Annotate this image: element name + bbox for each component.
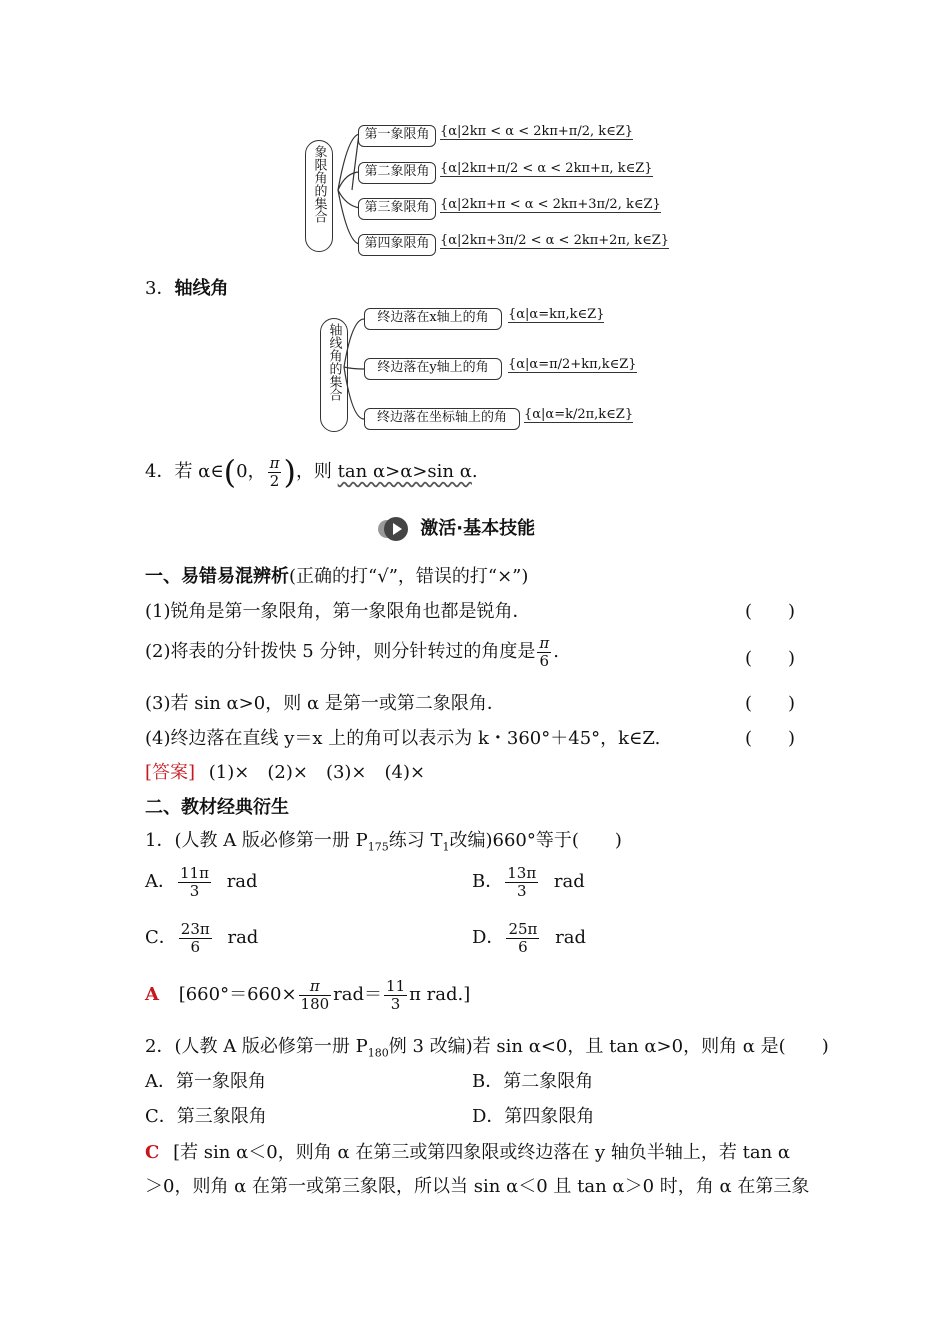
quadrant-item-1 bbox=[358, 125, 436, 147]
quadrant-item-1-label: 第一象限角 bbox=[364, 127, 430, 142]
section-3-number: 3． bbox=[145, 278, 175, 299]
q1-option-a-num: 11π bbox=[180, 863, 209, 882]
quadrant-item-3-label: 第三象限角 bbox=[364, 200, 430, 215]
item-4-post: ，则 bbox=[295, 461, 338, 482]
q1-option-c[interactable] bbox=[145, 918, 258, 958]
quadrant-item-4-set: {α|2kπ+3π/2 < α < 2kπ+2π, k∈Z} bbox=[440, 233, 670, 248]
q1-option-a[interactable] bbox=[145, 862, 258, 902]
section-3-heading bbox=[145, 274, 228, 300]
q1-option-a-letter: A． bbox=[145, 871, 176, 892]
quadrant-item-2 bbox=[358, 162, 436, 184]
q1-option-c-letter: C． bbox=[145, 927, 177, 948]
item-4-inequality: tan α>α>sin α bbox=[337, 461, 472, 482]
section-banner bbox=[384, 514, 535, 541]
q1-option-b-num: 13π bbox=[507, 863, 537, 882]
question-1-2-answer-blank[interactable]: ( ) bbox=[745, 648, 796, 669]
question-1-2-frac-num: π bbox=[539, 633, 550, 652]
q1-solution-c: π rad.] bbox=[409, 984, 471, 1005]
q2-solution-line-1 bbox=[145, 1138, 790, 1164]
quadrant-item-4-label: 第四象限角 bbox=[364, 236, 430, 251]
part-1-heading bbox=[145, 562, 528, 588]
item-4-frac-num: π bbox=[269, 453, 280, 472]
quadrant-item-3-set: {α|2kπ+π < α < 2kπ+3π/2, k∈Z} bbox=[440, 197, 661, 212]
question-1-2-frac-den: 6 bbox=[539, 651, 550, 670]
q1-option-b-den: 3 bbox=[516, 881, 527, 900]
item-4-interval-left: 0， bbox=[236, 461, 266, 482]
item-4-frac-den: 2 bbox=[269, 471, 280, 490]
q2-option-c[interactable]: C．第三象限角 bbox=[145, 1106, 267, 1127]
part-1-answer bbox=[145, 758, 425, 784]
item-4-number: 4． bbox=[145, 461, 175, 482]
q1-option-a-den: 3 bbox=[189, 881, 200, 900]
quadrant-item-2-set: {α|2kπ+π/2 < α < 2kπ+π, k∈Z} bbox=[440, 161, 653, 176]
question-2-2-stem bbox=[145, 1032, 829, 1060]
quadrant-item-3 bbox=[358, 198, 436, 220]
q1-option-c-num: 23π bbox=[180, 919, 210, 938]
q1-sub-2: 1 bbox=[442, 840, 450, 854]
q1-option-c-den: 6 bbox=[190, 937, 201, 956]
part-2-heading bbox=[145, 793, 289, 819]
question-1-1-answer-blank[interactable]: ( ) bbox=[745, 601, 796, 622]
question-1-4 bbox=[145, 724, 660, 750]
q1-solution-frac-1 bbox=[299, 978, 332, 1013]
q1-option-b-letter: B． bbox=[472, 871, 504, 892]
item-4-pre: 若 α∈ bbox=[174, 461, 224, 482]
q1-option-c-fraction bbox=[179, 921, 212, 956]
q1-option-c-unit: rad bbox=[227, 927, 259, 948]
axis-item-3-set: {α|α=k/2π,k∈Z} bbox=[524, 407, 634, 422]
q1-option-a-fraction bbox=[178, 865, 211, 900]
q2-option-b[interactable]: B．第二象限角 bbox=[472, 1071, 594, 1092]
q2-option-a[interactable]: A．第一象限角 bbox=[145, 1071, 266, 1092]
axis-root-box bbox=[320, 318, 348, 432]
q1-option-d[interactable] bbox=[472, 918, 586, 958]
part-1-title: 一、易错易混辨析 bbox=[145, 566, 289, 587]
question-1-1-text: (1)锐角是第一象限角，第一象限角也都是锐角． bbox=[145, 601, 531, 622]
q2-solution-line-1-text: [若 sin α＜0，则角 α 在第三或第四象限或终边落在 y 轴负半轴上，若 tan α bbox=[173, 1142, 791, 1163]
q1-solution-a: [660°＝660× bbox=[178, 984, 297, 1005]
q1-option-d-unit: rad bbox=[555, 927, 586, 948]
question-1-4-text: (4)终边落在直线 y＝x 上的角可以表示为 k・360°＋45°，k∈Z. bbox=[145, 728, 661, 749]
q1-sol-f2-num: 11 bbox=[386, 976, 406, 995]
axis-root-label: 轴线角的集合 bbox=[326, 323, 342, 401]
axis-item-2-label: 终边落在y轴上的角 bbox=[377, 360, 489, 375]
question-1-1 bbox=[145, 597, 531, 623]
quadrant-item-4 bbox=[358, 234, 436, 256]
answer-text: (1)× (2)× (3)× (4)× bbox=[208, 762, 426, 783]
question-1-2-text: (2)将表的分针拨快 5 分钟，则分针转过的角度是 bbox=[145, 641, 536, 662]
q1-sub-1: 175 bbox=[367, 840, 389, 854]
q2-option-d[interactable]: D．第四象限角 bbox=[472, 1106, 595, 1127]
q1-stem-a: 1．(人教 A 版必修第一册 P bbox=[145, 830, 368, 851]
banner-title: 激活·基本技能 bbox=[420, 518, 536, 539]
section-3-title: 轴线角 bbox=[174, 278, 229, 299]
axis-item-1 bbox=[364, 308, 502, 330]
axis-item-1-label: 终边落在x轴上的角 bbox=[377, 310, 489, 325]
question-1-3 bbox=[145, 689, 505, 715]
quadrant-item-1-set: {α|2kπ < α < 2kπ+π/2, k∈Z} bbox=[440, 124, 634, 139]
question-1-2 bbox=[145, 632, 559, 672]
answer-tag: [答案] bbox=[145, 762, 196, 783]
axis-item-2-set: {α|α=π/2+kπ,k∈Z} bbox=[508, 357, 637, 372]
play-circle-icon bbox=[384, 517, 408, 541]
q1-solution bbox=[145, 975, 470, 1015]
quadrant-item-2-label: 第二象限角 bbox=[364, 164, 430, 179]
item-4-fraction bbox=[268, 455, 282, 490]
item-4: 4．若 α∈(0， $\frac{\pi}{2}$ )，则 tan α>α>sin α. bbox=[145, 453, 478, 491]
q1-option-b-unit: rad bbox=[553, 871, 585, 892]
q1-sol-f1-den: 180 bbox=[300, 994, 330, 1013]
question-2-1-stem bbox=[145, 826, 622, 854]
quadrant-root-label: 象限角的集合 bbox=[311, 145, 327, 223]
q1-option-d-fraction bbox=[506, 921, 539, 956]
q2-stem-b: 例 3 改编)若 sin α<0，且 tan α>0，则角 α 是( ) bbox=[388, 1036, 829, 1057]
q2-stem-a: 2．(人教 A 版必修第一册 P bbox=[145, 1036, 368, 1057]
q1-option-d-letter: D． bbox=[472, 927, 505, 948]
axis-item-1-set: {α|α=kπ,k∈Z} bbox=[508, 307, 605, 322]
q1-sol-f2-den: 3 bbox=[390, 994, 401, 1013]
axis-item-3 bbox=[364, 408, 520, 430]
q2-solution-line-2: ＞0，则角 α 在第一或第三象限，所以当 sin α＜0 且 tan α＞0 时，角 α 在第三象 bbox=[145, 1176, 810, 1197]
axis-item-3-label: 终边落在坐标轴上的角 bbox=[376, 410, 507, 425]
q1-sol-f1-num: π bbox=[299, 978, 332, 996]
part-2-title: 二、教材经典衍生 bbox=[145, 797, 289, 818]
q1-stem-c: 改编)660°等于( ) bbox=[449, 830, 622, 851]
question-1-3-answer-blank[interactable]: ( ) bbox=[745, 693, 796, 714]
question-1-3-text: (3)若 sin α>0，则 α 是第一或第二象限角． bbox=[145, 693, 505, 714]
question-1-2-fraction bbox=[537, 635, 551, 670]
q1-answer-letter: A bbox=[145, 984, 159, 1005]
q1-stem-b: 练习 T bbox=[388, 830, 443, 851]
q1-option-b-fraction bbox=[505, 865, 538, 900]
q1-option-b[interactable] bbox=[472, 862, 585, 902]
question-1-2-end: . bbox=[553, 641, 559, 662]
q2-sub: 180 bbox=[367, 1046, 389, 1060]
q1-solution-b: rad＝ bbox=[333, 984, 383, 1005]
quadrant-root-box bbox=[305, 140, 333, 252]
q1-option-a-unit: rad bbox=[226, 871, 258, 892]
q1-option-d-den: 6 bbox=[518, 937, 528, 956]
item-4-end: . bbox=[471, 461, 478, 482]
q2-answer-letter: C bbox=[145, 1142, 160, 1163]
q1-solution-frac-2 bbox=[384, 978, 407, 1013]
axis-item-2 bbox=[364, 358, 502, 380]
part-1-note: (正确的打“√”，错误的打“×”) bbox=[289, 566, 529, 587]
question-1-4-answer-blank[interactable]: ( ) bbox=[745, 728, 796, 749]
q1-option-d-num: 25π bbox=[508, 919, 538, 938]
